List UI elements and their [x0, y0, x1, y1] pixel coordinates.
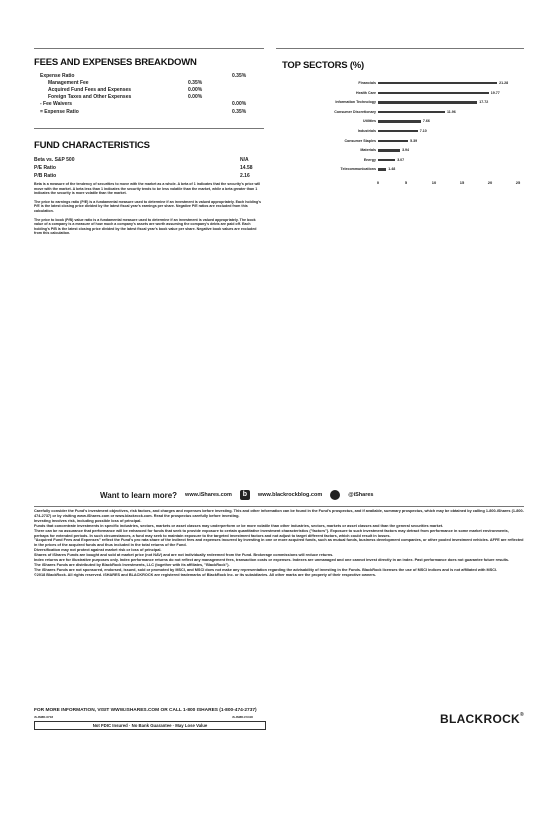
- sector-label: Industrials: [357, 129, 376, 133]
- beta-note: Beta is a measure of the tendency of securities to move with the market as a whole. A beta of 1 indicates that the security's price will move with the market. A beta less than 1 indicates the security tends to be less volatile than the market, while a beta greater than 1 indicates the security is more volatile than the market.: [34, 182, 261, 196]
- disclosure-paragraph: Funds that concentrate investments in specific industries, sectors, markets or asset classes may underperform or be more volatile than other industries, sectors, markets or asset classes and than the general securities market.: [34, 523, 444, 528]
- fees-row-value: 0.35%: [232, 109, 247, 115]
- code-right: iS-ISMD-F0418: [232, 715, 253, 719]
- sector-bar: [378, 159, 395, 161]
- sector-value-label: 17.72: [479, 100, 489, 105]
- sector-label: Energy: [363, 157, 376, 162]
- sectors-title: TOP SECTORS (%): [282, 60, 364, 71]
- logo-text: BLACKROCK: [440, 712, 521, 726]
- sector-x-ticks: [376, 180, 521, 188]
- disclosure-paragraph: There can be no assurance that performance will be enhanced for funds that seek to provide exposure to certain quantitative investment characteristics ("factors"). Exposure to such investment factors may detract from performance in some market environments, perhaps for extended periods. In such circumstances, a fund may seek to maintain exposure to the targeted investment factors and not adjust to target different factors, which could result in losses.: [34, 528, 509, 538]
- sector-value-label: 3.07: [397, 157, 405, 162]
- fees-title: FEES AND EXPENSES BREAKDOWN: [34, 57, 197, 68]
- fees-row-value: 0.35%: [232, 73, 247, 79]
- blog-icon: b: [240, 490, 250, 500]
- disclosure-paragraph: The iShares Funds are not sponsored, endorsed, issued, sold or promoted by MSCI, and MSCI does not make any representation regarding the advisability of investing in the Funds. BlackRock licenses the use of MSCI indices and is not affiliated with MSCI.: [34, 567, 498, 572]
- sector-bar: [378, 120, 421, 122]
- sector-label: Telecommunications: [340, 167, 376, 172]
- sector-value-label: 19.77: [490, 90, 500, 95]
- fees-row-label: = Expense Ratio: [40, 109, 79, 115]
- sector-value-label: 11.96: [446, 109, 456, 114]
- disclosure-paragraph: Index returns are for illustrative purposes only. Index performance returns do not reflect any management fees, transaction costs or expenses. Indexes are unmanaged and one cannot invest directly in an index. Past performance does not guarantee future results.: [34, 558, 510, 563]
- fees-row-label: Management Fee: [48, 80, 89, 86]
- fees-row-label: - Fee Waivers: [40, 101, 73, 107]
- learn-more-text: Want to learn more?: [100, 490, 178, 500]
- more-info-line[interactable]: FOR MORE INFORMATION, VISIT WWW.ISHARES.COM OR CALL 1-800 ISHARES (1-800-474-2737): [34, 708, 257, 713]
- disclosure-paragraph: "Acquired Fund Fees and Expenses" reflect the Fund's pro rata share of the indirect fees and expenses incurred by investing in one or more acquired funds, such as mutual funds, business development companies, or other pooled investment vehicles. AFFE are reflected in the prices of the acquired funds and thus included in the total returns of the Fund.: [34, 538, 524, 548]
- disclosure-paragraph: ©2018 BlackRock. All rights reserved. iSHARES and BLACKROCK are registered trademarks of BlackRock Inc. or its subsidiaries. All other marks are the property of their respective owners.: [34, 572, 377, 577]
- cta-bottom-rule: [34, 506, 524, 507]
- sector-label: Health Care: [356, 90, 376, 95]
- fund-title: FUND CHARACTERISTICS: [34, 140, 150, 151]
- sector-bar: [378, 168, 386, 170]
- fees-row-label: Expense Ratio: [40, 73, 75, 79]
- disclosure-paragraph: Shares of iShares Funds are bought and sold at market price (not NAV) and are not individually redeemed from the Fund. Brokerage commissions will reduce returns.: [34, 553, 334, 558]
- fees-row-value: 0.00%: [232, 101, 247, 107]
- sector-value-label: 7.66: [422, 119, 430, 124]
- fund-row-label: Beta vs. S&P 500: [34, 157, 75, 163]
- twitter-icon: [330, 490, 340, 500]
- fund-row-value: 2.16: [240, 173, 250, 179]
- sector-label: Utilities: [363, 119, 376, 124]
- not-fdic-box: [34, 721, 266, 730]
- fees-row-value: 0.35%: [188, 80, 203, 86]
- pe-note: The price to earnings ratio (P/E) is a fundamental measure used to determine if an investment is valued appropriately. Each holding's P/E is the latest closing price divided by the latest fiscal year's earnings per share. Negative P/E ratios are excluded from this calculation.: [34, 199, 262, 213]
- sector-value-label: 21.28: [499, 81, 509, 85]
- top-rule-right: [276, 48, 524, 49]
- sector-value-label: 3.94: [402, 148, 410, 153]
- x-tick-label: 0: [376, 180, 380, 185]
- fees-row-value: 0.00%: [188, 94, 203, 100]
- sector-bar: [378, 101, 477, 103]
- sectors-chart: [276, 80, 526, 190]
- fees-row-label: Acquired Fund Fees and Expenses: [48, 87, 132, 93]
- sector-value-label: 1.48: [388, 167, 396, 172]
- sector-bar: [378, 92, 489, 94]
- disclosure-paragraph: Carefully consider the Fund's investment objectives, risk factors, and charges and expenses before investing. This and other information can be found in the Fund's prospectus, and if available, summary prospectus, which may be obtained by calling 1-800-iShares (1-800-474-2737) or by visiting www.iShares.com or www.blackrock.com. Read the prospectus carefully before investing.: [34, 509, 524, 518]
- fund-row-label: P/B Ratio: [34, 173, 57, 179]
- top-rule-left: [34, 48, 264, 49]
- fees-bottom-rule: [34, 128, 264, 129]
- sector-bar: [378, 149, 400, 151]
- code-left: iS-ISMD-0718: [34, 715, 54, 719]
- sector-label-column: [276, 80, 376, 180]
- x-tick-label: 15: [459, 180, 465, 185]
- sector-plot-area: [378, 80, 518, 180]
- fund-row-label: P/E Ratio: [34, 165, 56, 171]
- fund-row-value: N/A: [240, 157, 249, 163]
- sector-value-label: 5.39: [410, 138, 418, 143]
- sector-bar: [378, 111, 445, 113]
- disclosure-paragraph: The iShares Funds are distributed by BlackRock Investments, LLC (together with its affiliates, "BlackRock").: [34, 562, 230, 567]
- x-tick-label: 20: [487, 180, 493, 185]
- fees-row-value: 0.00%: [188, 87, 203, 93]
- blackrock-logo: [440, 712, 524, 726]
- cta-row: [100, 488, 500, 502]
- sector-bar: [378, 130, 418, 132]
- not-fdic-text: Not FDIC Insured · No Bank Guarantee · May Lose Value: [92, 723, 208, 728]
- pb-note: The price to book (P/B) value ratio is a fundamental measure used to determine if an investment is valued appropriately. The book value of a company is a measure of how much a company's assets are worth assuming the company's debts are paid off. Each holding's P/B is the latest closing price divided by the latest fiscal year's book value per share. Negative book values are excluded from this calculation.: [34, 217, 257, 236]
- twitter-link[interactable]: @iShares: [348, 492, 374, 498]
- disclosure-paragraph: Diversification may not protect against market risk or loss of principal.: [34, 548, 162, 553]
- sector-label: Information Technology: [335, 100, 376, 105]
- blog-link[interactable]: www.blackrockblog.com: [257, 492, 323, 498]
- sector-label: Consumer Staples: [344, 138, 376, 143]
- sector-label: Consumer Discretionary: [334, 109, 376, 114]
- fund-row-value: 14.58: [240, 165, 253, 171]
- disclosures-block: [34, 509, 524, 578]
- fees-row-label: Foreign Taxes and Other Expenses: [48, 94, 132, 100]
- disclosure-paragraph: Investing involves risk, including possible loss of principal.: [34, 518, 142, 523]
- x-tick-label: 5: [404, 180, 408, 185]
- sector-bar: [378, 140, 408, 142]
- sector-label: Materials: [360, 148, 376, 153]
- site-link[interactable]: www.iShares.com: [185, 492, 232, 498]
- x-tick-label: 25: [515, 180, 521, 185]
- sector-value-label: 7.10: [419, 129, 427, 133]
- registered-mark: ®: [520, 712, 525, 718]
- fund-notes: [34, 182, 264, 236]
- sector-label: Financials: [358, 81, 376, 85]
- sector-bar: [378, 82, 497, 84]
- x-tick-label: 10: [431, 180, 437, 185]
